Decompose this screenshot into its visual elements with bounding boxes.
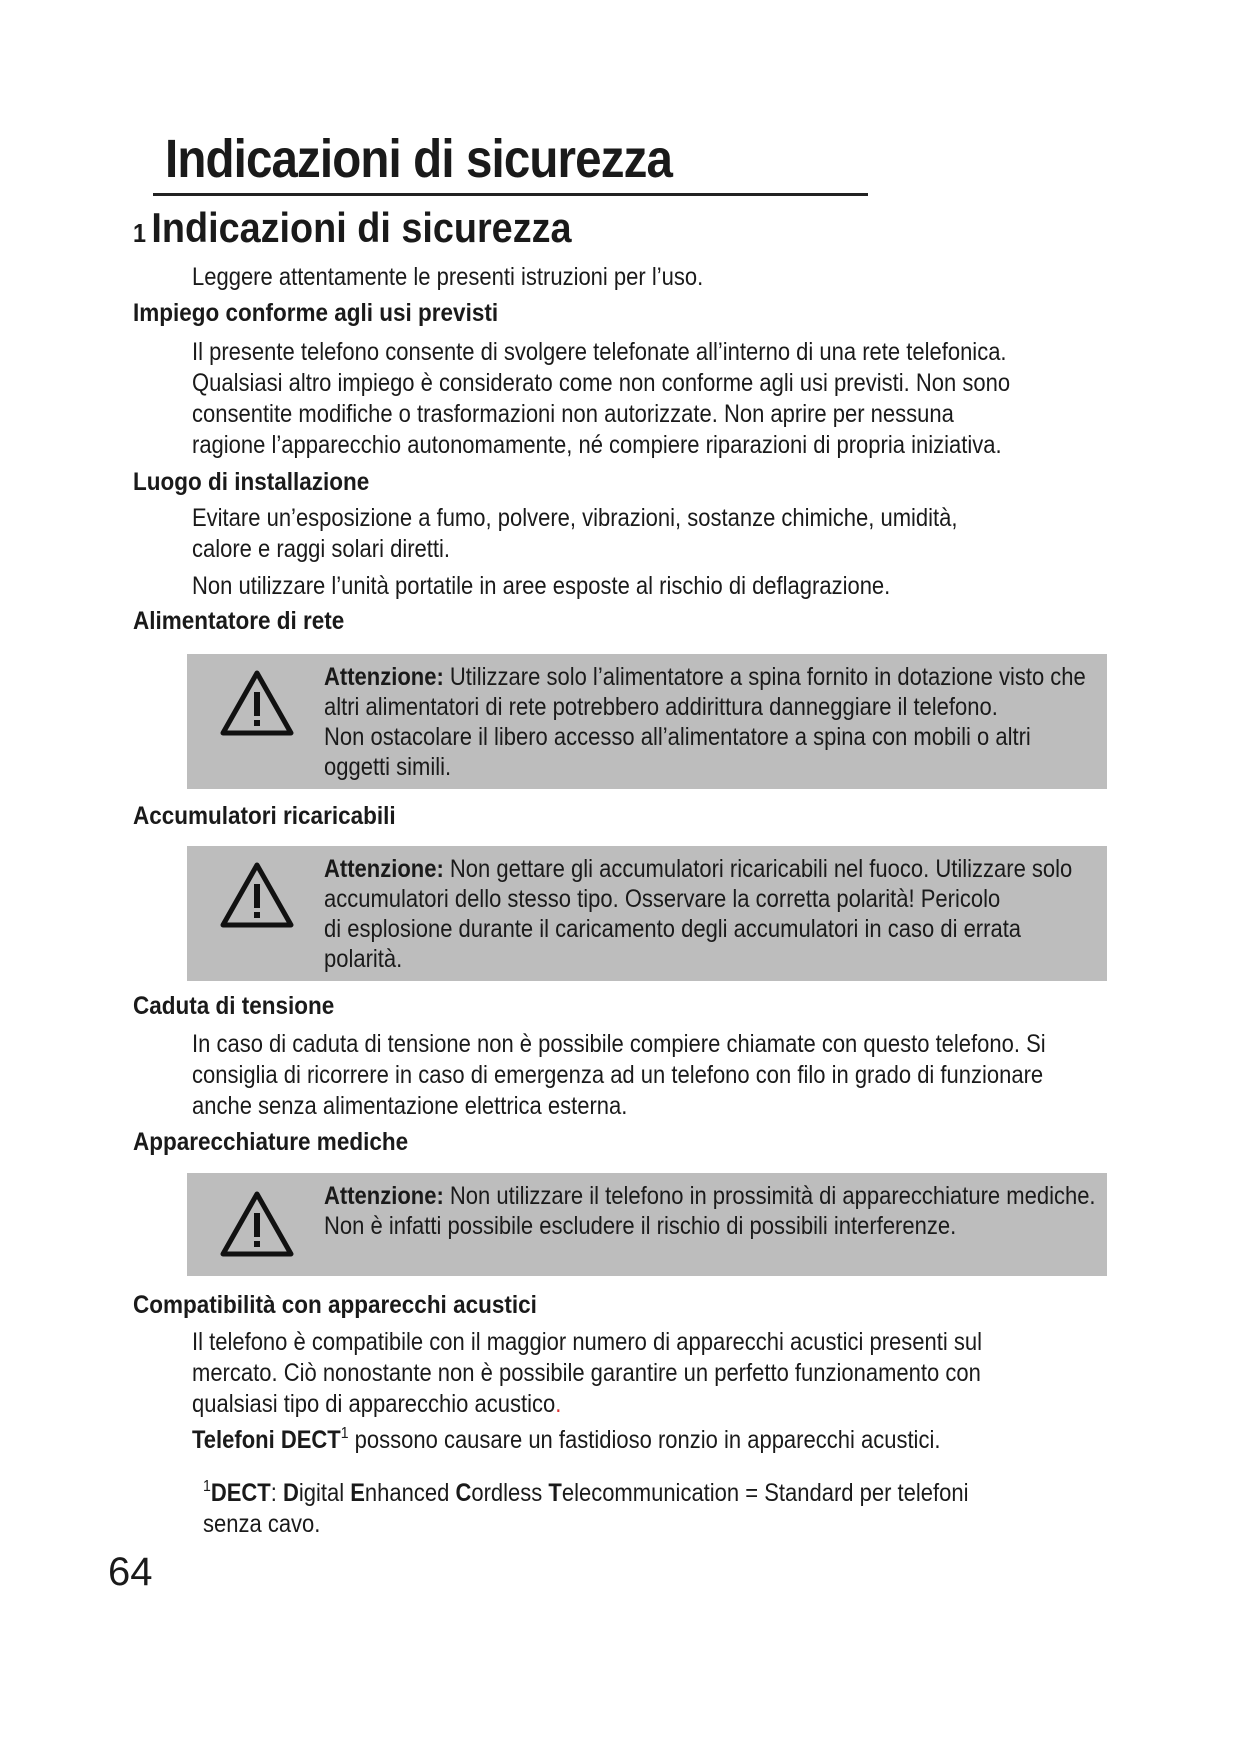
intro-text: Leggere attentamente le presenti istruzioni per l’uso. bbox=[192, 263, 704, 291]
warning-text-mediche bbox=[324, 1181, 1103, 1241]
heading-luogo: Luogo di installazione bbox=[133, 468, 370, 496]
acustici-text-1-body: Il telefono è compatibile con il maggior numero di apparecchi acustici presenti sul mercato. Ciò nonostante non è possibile garantire un perfetto funzionamento con qualsiasi tipo di apparecchio acustico bbox=[192, 1328, 982, 1418]
warning-body-1: Non gettare gli accumulatori ricaricabili nel fuoco. Utilizzare solo accumulatori dello stesso tipo. Osservare la corretta polarità! Pericolo bbox=[324, 855, 1073, 913]
acustici-text-2 bbox=[192, 1425, 1090, 1456]
heading-accumulatori: Accumulatori ricaricabili bbox=[133, 802, 396, 830]
footnote-marker: 1 bbox=[203, 1478, 211, 1495]
impiego-text: Il presente telefono consente di svolgere telefonate all’interno di una rete telefonica. Qualsiasi altro impiego è considerato come non conforme agli usi previsti. Non sono consentite modifiche o trasformazioni non autorizzate. Non aprire per nessuna ragione l’apparecchio autonomamente, né compiere riparazioni di propria iniziativa. bbox=[192, 338, 1011, 459]
footnote-c-rest: ordless bbox=[471, 1479, 549, 1507]
footnote bbox=[203, 1478, 1013, 1540]
luogo-text-1: Evitare un’esposizione a fumo, polvere, vibrazioni, sostanze chimiche, umidità, calore e raggi solari diretti. bbox=[192, 504, 958, 563]
footnote-dect: DECT bbox=[210, 1479, 271, 1507]
heading-caduta: Caduta di tensione bbox=[133, 992, 335, 1020]
warning-box-alimentatore bbox=[187, 654, 1107, 789]
section-number: 1 bbox=[133, 218, 147, 248]
page-number: 64 bbox=[108, 1550, 153, 1594]
warning-text-accumulatori bbox=[324, 854, 1103, 974]
header-divider bbox=[153, 193, 868, 196]
footnote-e-rest: nhanced bbox=[364, 1479, 456, 1507]
heading-alimentatore: Alimentatore di rete bbox=[133, 607, 345, 635]
footnote-sep: : bbox=[270, 1479, 283, 1507]
section-title bbox=[133, 202, 572, 259]
heading-acustici: Compatibilità con apparecchi acustici bbox=[133, 1291, 537, 1319]
footnote-d: D bbox=[282, 1479, 299, 1507]
warning-label: Attenzione: bbox=[324, 663, 444, 691]
footnote-t-rest: elecommunication = Standard per telefoni senza cavo. bbox=[203, 1479, 969, 1538]
warning-box-accumulatori bbox=[187, 846, 1107, 981]
dect-term: Telefoni DECT bbox=[192, 1426, 341, 1454]
acustici-text-1-end: . bbox=[555, 1390, 562, 1418]
acustici-text-2-rest: possono causare un fastidioso ronzio in apparecchi acustici. bbox=[348, 1426, 941, 1454]
luogo-text-2: Non utilizzare l’unità portatile in aree esposte al rischio di deflagrazione. bbox=[192, 572, 891, 600]
warning-box-mediche bbox=[187, 1173, 1107, 1276]
warning-text-alimentatore bbox=[324, 662, 1103, 782]
acustici-text-1 bbox=[192, 1327, 1015, 1420]
warning-triangle-icon bbox=[219, 1189, 295, 1259]
footnote-e: E bbox=[350, 1479, 365, 1507]
footnote-ref: 1 bbox=[340, 1425, 349, 1442]
warning-label: Attenzione: bbox=[324, 855, 444, 883]
caduta-text: In caso di caduta di tensione non è possibile compiere chiamate con questo telefono. Si consiglia di ricorrere in caso di emergenza ad un telefono con filo in grado di funzionare anche senza alimentazione elettrica esterna. bbox=[192, 1030, 1046, 1120]
warning-body-1: Non utilizzare il telefono in prossimità di apparecchiature mediche. Non è infatti possibile escludere il rischio di possibili interferenze. bbox=[324, 1182, 1096, 1240]
footnote-c: C bbox=[455, 1479, 472, 1507]
heading-mediche: Apparecchiature mediche bbox=[133, 1128, 409, 1156]
page-header-title: Indicazioni di sicurezza bbox=[165, 129, 673, 189]
warning-triangle-icon bbox=[219, 860, 295, 930]
footnote-t: T bbox=[548, 1479, 562, 1507]
warning-body-1: Utilizzare solo l’alimentatore a spina fornito in dotazione visto che altri alimentatori di rete potrebbero addirittura danneggiare il telefono. bbox=[324, 663, 1086, 721]
warning-triangle-icon bbox=[219, 668, 295, 738]
section-title-text: Indicazioni di sicurezza bbox=[151, 204, 572, 251]
heading-impiego: Impiego conforme agli usi previsti bbox=[133, 299, 499, 327]
warning-body-2: di esplosione durante il caricamento degli accumulatori in caso di errata polarità. bbox=[324, 915, 1022, 973]
warning-label: Attenzione: bbox=[324, 1182, 444, 1210]
footnote-d-rest: igital bbox=[298, 1479, 351, 1507]
warning-body-2: Non ostacolare il libero accesso all’alimentatore a spina con mobili o altri oggetti simili. bbox=[324, 723, 1031, 781]
